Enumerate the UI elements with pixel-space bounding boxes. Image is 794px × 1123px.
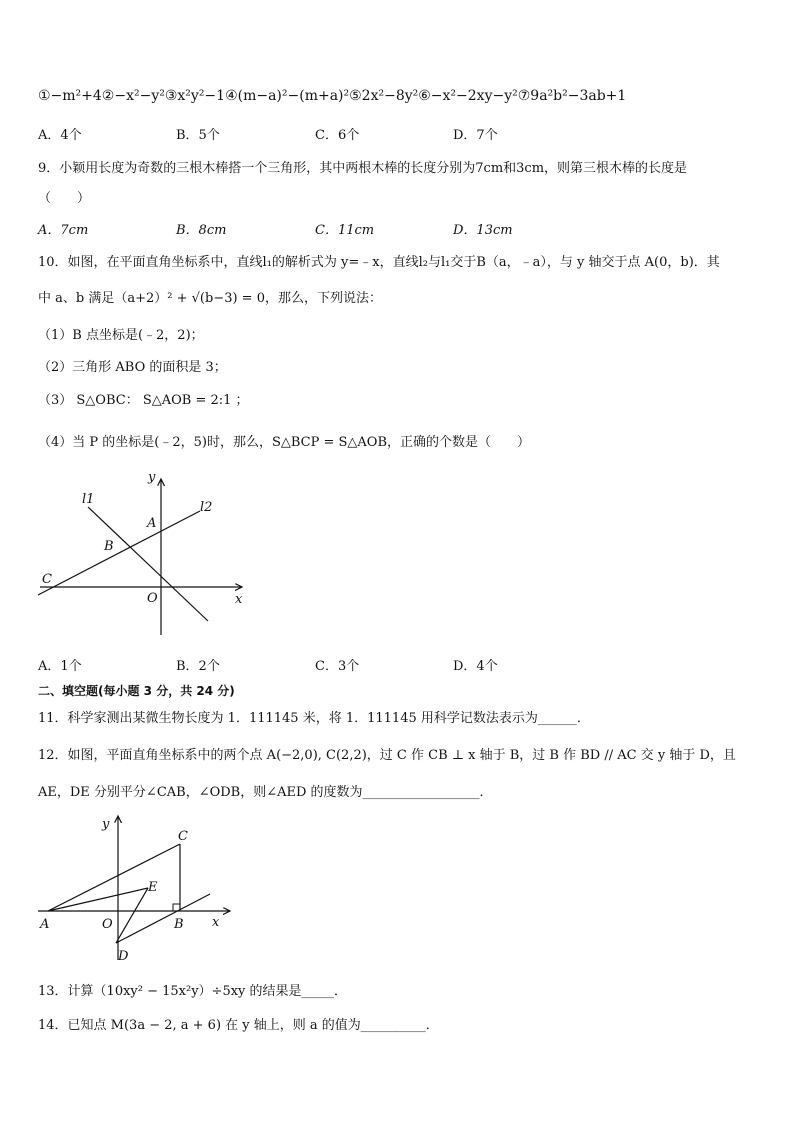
q12-label-a: A bbox=[40, 917, 50, 932]
q10-label-y: y bbox=[148, 470, 156, 485]
q10-item-3: （3） S△OBC： S△AOB = 2:1 ； bbox=[38, 393, 249, 408]
q10-item-1: （1）B 点坐标是(﹣2，2)； bbox=[38, 328, 204, 343]
q11-text: 11．科学家测出某微生物长度为 1．111145 米，将 1．111145 用科学记数法表示为______． bbox=[38, 711, 590, 726]
q10-label-c: C bbox=[42, 572, 52, 587]
q10-label-l2: l2 bbox=[200, 500, 213, 515]
q9-option-b[interactable]: B．8cm bbox=[176, 223, 227, 238]
q8-option-b[interactable]: B．5个 bbox=[176, 128, 220, 143]
q10-item-2: （2）三角形 ABO 的面积是 3； bbox=[38, 360, 227, 375]
q12-segment-ac bbox=[48, 844, 180, 911]
q12-label-y: y bbox=[102, 817, 110, 832]
q12-figure bbox=[30, 810, 240, 970]
q8-option-d[interactable]: D．7个 bbox=[453, 128, 498, 143]
q9-stem-line2: （ ） bbox=[38, 191, 91, 206]
q12-label-b: B bbox=[174, 917, 184, 932]
q12-label-o: O bbox=[102, 917, 113, 932]
q8-option-c[interactable]: C．6个 bbox=[315, 128, 360, 143]
q10-label-x: x bbox=[235, 592, 243, 607]
q10-option-d[interactable]: D．4个 bbox=[453, 659, 498, 674]
q10-stem-line1: 10．如图，在平面直角坐标系中，直线l₁的解析式为 y=﹣x，直线l₂与l₁交于B（a，﹣a），与 y 轴交于点 A(0，b)．其 bbox=[38, 255, 720, 270]
q12-label-x: x bbox=[212, 915, 220, 930]
q8-expressions: ①−m²+4②−x²−y²③x²y²−1④(m−a)²−(m+a)²⑤2x²−8y²⑥−x²−2xy−y²⑦9a²b²−3ab+1 bbox=[38, 88, 627, 104]
q9-option-a[interactable]: A．7cm bbox=[38, 223, 89, 238]
q10-option-b[interactable]: B．2个 bbox=[176, 659, 220, 674]
q10-stem-line2: 中 a、b 满足（a+2）² + √(b−3) = 0，那么，下列说法： bbox=[38, 291, 382, 306]
q12-line2: AE，DE 分别平分∠CAB，∠ODB，则∠AED 的度数为__________________． bbox=[38, 785, 493, 800]
q9-option-d[interactable]: D．13cm bbox=[453, 223, 513, 238]
q12-line1: 12．如图，平面直角坐标系中的两个点 A(−2,0), C(2,2)，过 C 作 CB ⊥ x 轴于 B，过 B 作 BD // AC 交 y 轴于 D，且 bbox=[38, 748, 736, 763]
q12-label-c: C bbox=[178, 829, 188, 844]
q9-option-c[interactable]: C．11cm bbox=[315, 223, 375, 238]
q10-option-c[interactable]: C．3个 bbox=[315, 659, 360, 674]
q14-text: 14．已知点 M(3a − 2, a + 6) 在 y 轴上，则 a 的值为__________． bbox=[38, 1018, 439, 1033]
q10-label-b: B bbox=[104, 539, 114, 554]
q10-item-4: （4）当 P 的坐标是(﹣2，5)时，那么，S△BCP = S△AOB，正确的个数是（ ） bbox=[38, 435, 531, 450]
q9-stem-line1: 9．小颖用长度为奇数的三根木棒搭一个三角形，其中两根木棒的长度分别为7cm和3cm，则第三根木棒的长度是 bbox=[38, 161, 688, 176]
q10-label-o: O bbox=[147, 591, 158, 606]
section-title-fill-in: 二、填空题(每小题 3 分，共 24 分) bbox=[38, 684, 235, 698]
q12-segment-ae bbox=[48, 888, 148, 911]
q10-label-l1: l1 bbox=[82, 492, 95, 507]
q10-option-a[interactable]: A．1个 bbox=[38, 659, 82, 674]
q12-label-d: D bbox=[118, 949, 129, 964]
q10-label-a: A bbox=[147, 516, 157, 531]
q10-line-l2 bbox=[38, 511, 200, 595]
q10-figure bbox=[30, 465, 260, 645]
q12-label-e: E bbox=[148, 880, 158, 895]
q8-option-a[interactable]: A．4个 bbox=[38, 128, 82, 143]
q13-text: 13．计算（10xy² − 15x²y）÷5xy 的结果是_____． bbox=[38, 984, 348, 999]
